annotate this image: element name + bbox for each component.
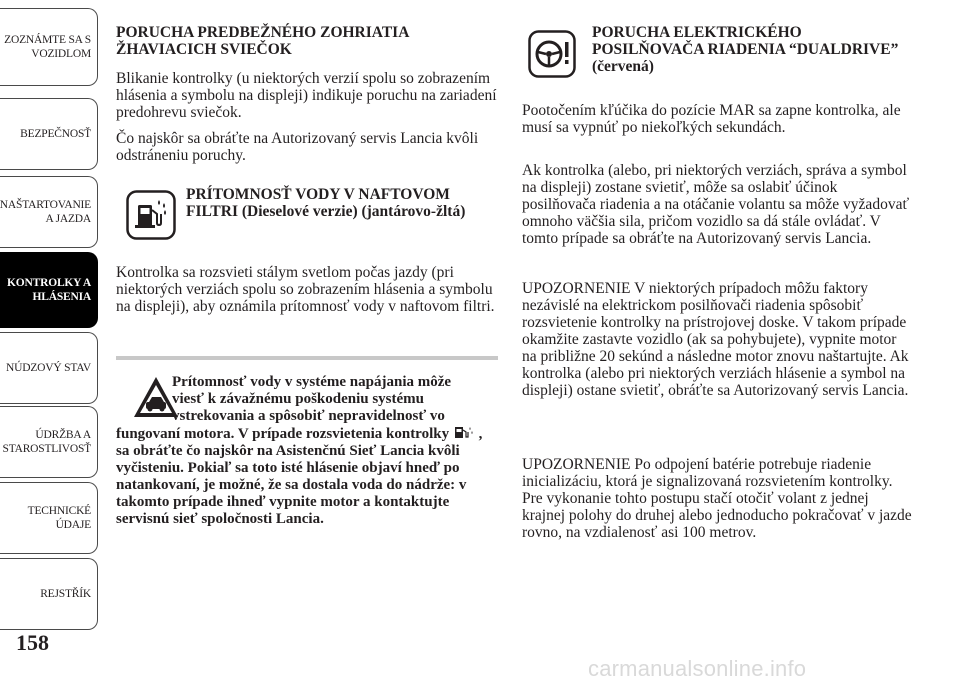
water-in-fuel-paragraph: Kontrolka sa rozsvieti stálym svetlom počas jazdy (pri niektorých verziách spolu so zobrazením hlásenia a symbolu na displeji), aby oznámila prítomnosť vody v naftovom filtri. <box>116 264 495 315</box>
power-steering-notice-2: UPOZORNENIE Po odpojení batérie potrebuje riadenie inicializáciu, ktorá je signalizovaná rozsvietením kontrolky. Pre vykonanie tohto postupu stačí otočiť volant z jednej krajnej polohy do druhej alebo jednoducho pokračovať v jazde rovno, na vzdialenosť asi 100 metrov. <box>522 456 912 541</box>
water-in-fuel-heading: PRÍTOMNOSŤ VODY V NAFTOVOM FILTRI (Dieselové verzie) (jantárovo-žltá) <box>186 186 466 220</box>
inline-fuel-filter-icon <box>453 425 475 440</box>
tab-zoznamte-sa[interactable]: ZOZNÁMTE SA S VOZIDLOM <box>0 8 98 86</box>
tab-technicke-udaje[interactable]: TECHNICKÉ ÚDAJE <box>0 482 98 554</box>
section-divider <box>116 356 498 360</box>
warning-line-1: Prítomnosť vody v systéme napájania môže <box>172 374 452 390</box>
tab-nastartovanie[interactable]: NAŠTARTOVANIE A JAZDA <box>0 176 98 248</box>
power-steering-heading: PORUCHA ELEKTRICKÉHO POSILŇOVAČA RIADENIA “DUALDRIVE” (červená) <box>592 24 899 75</box>
chapter-tabs <box>0 0 100 640</box>
glow-plug-heading: PORUCHA PREDBEŽNÉHO ZOHRIATIA ŽHAVIACICH SVIEČOK <box>116 24 409 58</box>
warning-text-a: fungovaní motora. V prípade rozsvietenia kontrolky <box>116 426 450 442</box>
power-steering-warning-icon <box>528 30 576 78</box>
watermark: carmanualsonline.info <box>588 656 807 681</box>
power-steering-notice-1: UPOZORNENIE V niektorých prípadoch môžu faktory nezávislé na elektrickom posilňovači riadenia spôsobiť rozsvietenie kontrolky na prístrojovej doske. V takom prípade okamžite zastavte vozidlo (ak sa pohybujete), vypnite motor na približne 20 sekúnd a následne motor znovu naštartujte. Ak kontrolka (alebo pri niektorých verziách hlásenie a symbol na displeji) ostane svietiť, obráťte sa Autorizovaný servis Lancia. <box>522 280 909 399</box>
tab-bezpecnost[interactable]: BEZPEČNOSŤ <box>0 98 98 170</box>
warning-line-2: viesť k závažnému poškodeniu systému <box>172 391 425 407</box>
tab-kontrolky[interactable]: KONTROLKY A HLÁSENIA <box>0 252 98 328</box>
water-in-fuel-icon <box>126 190 176 240</box>
page-number: 158 <box>16 630 49 655</box>
glow-plug-paragraph-1: Blikanie kontrolky (u niektorých verzií spolu so zobrazením hlásenia a symbolu na displeji) indikuje poruchu na zariadení predohrevu sviečok. <box>116 70 497 121</box>
tab-udrzba[interactable]: ÚDRŽBA A STAROSTLIVOSŤ <box>0 406 98 478</box>
glow-plug-paragraph-2: Čo najskôr sa obráťte na Autorizovaný servis Lancia kvôli odstráneniu poruchy. <box>116 130 479 164</box>
warning-note <box>116 374 498 528</box>
power-steering-paragraph-1: Pootočením kľúčika do pozície MAR sa zapne kontrolka, ale musí sa vypnúť po niekoľkých sekundách. <box>522 102 901 136</box>
tab-rejstrik[interactable]: REJSTŘÍK <box>0 558 98 630</box>
power-steering-paragraph-2: Ak kontrolka (alebo, pri niektorých verziách, správa a symbol na displeji) zostane svietiť, môže sa oslabiť účinok posilňovača riadenia a na otáčanie volantu sa môže vyžadovať omnoho väčšia sila, pričom vozidlo sa dá stále ovládať. V tomto prípade sa obráťte na Autorizovaný servis Lancia. <box>522 162 910 247</box>
tab-nudzovy-stav[interactable]: NÚDZOVÝ STAV <box>0 332 98 404</box>
warning-text-b: , sa obráťte čo najskôr na Asistenčnú Sieť Lancia kvôli vyčisteniu. Pokiaľ sa toto isté hlásenie objaví hneď po natankovaní, je možné, že sa dostala voda do nádrže: v takomto prípade ihneď vypnite motor a kontaktujte servisnú sieť spoločnosti Lancia. <box>116 426 483 527</box>
warning-line-3: vstrekovania a spôsobiť nepravidelnosť vo <box>172 408 445 424</box>
